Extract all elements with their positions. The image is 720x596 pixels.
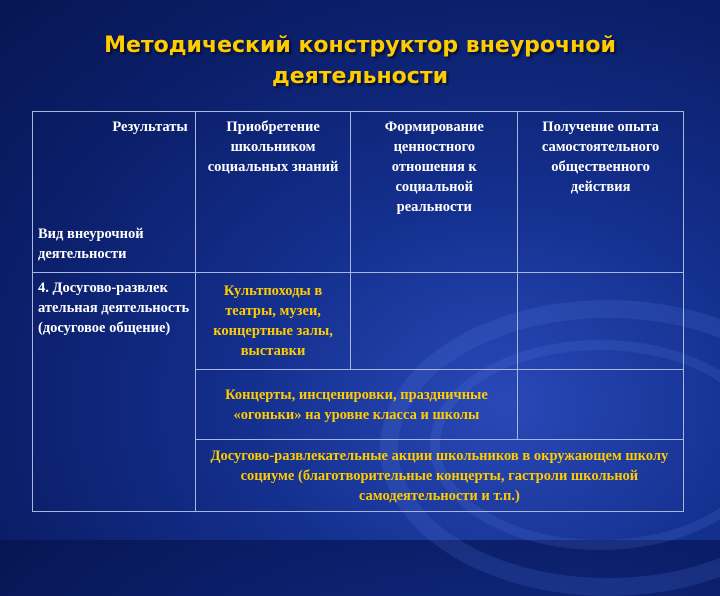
column-header-action: Получение опыта самостоятельного общественного действия (518, 112, 684, 273)
level3-cell: Досугово-развлекательные акции школьников в окружающем школу социуме (благотворительные концерты, гастроли школьной самодеятельности и т.п.) (195, 440, 683, 512)
activity-type-cell: 4. Досугово-развлек ательная деятельность (досуговое общение) (33, 273, 196, 512)
results-header: Результаты (112, 119, 188, 135)
slide-title-line-2: деятельности (271, 64, 449, 89)
empty-cell (518, 273, 684, 370)
level2-cell: Концерты, инсценировки, праздничные «огоньки» на уровне класса и школы (195, 370, 517, 440)
constructor-table (32, 111, 684, 512)
activity-kind-header: Вид внеурочной деятельности (38, 226, 144, 262)
slide-title (20, 30, 700, 92)
slide-title-line-1: Методический конструктор внеурочной (104, 33, 616, 58)
corner-header-cell (33, 112, 196, 273)
column-header-knowledge: Приобретение школьником социальных знаний (195, 112, 351, 273)
column-header-values: Формирование ценностного отношения к социальной реальности (351, 112, 518, 273)
table-row (33, 273, 684, 370)
header-row (33, 112, 684, 273)
empty-cell (351, 273, 518, 370)
level1-cell: Культпоходы в театры, музеи, концертные залы, выставки (195, 273, 351, 370)
empty-cell (518, 370, 684, 440)
